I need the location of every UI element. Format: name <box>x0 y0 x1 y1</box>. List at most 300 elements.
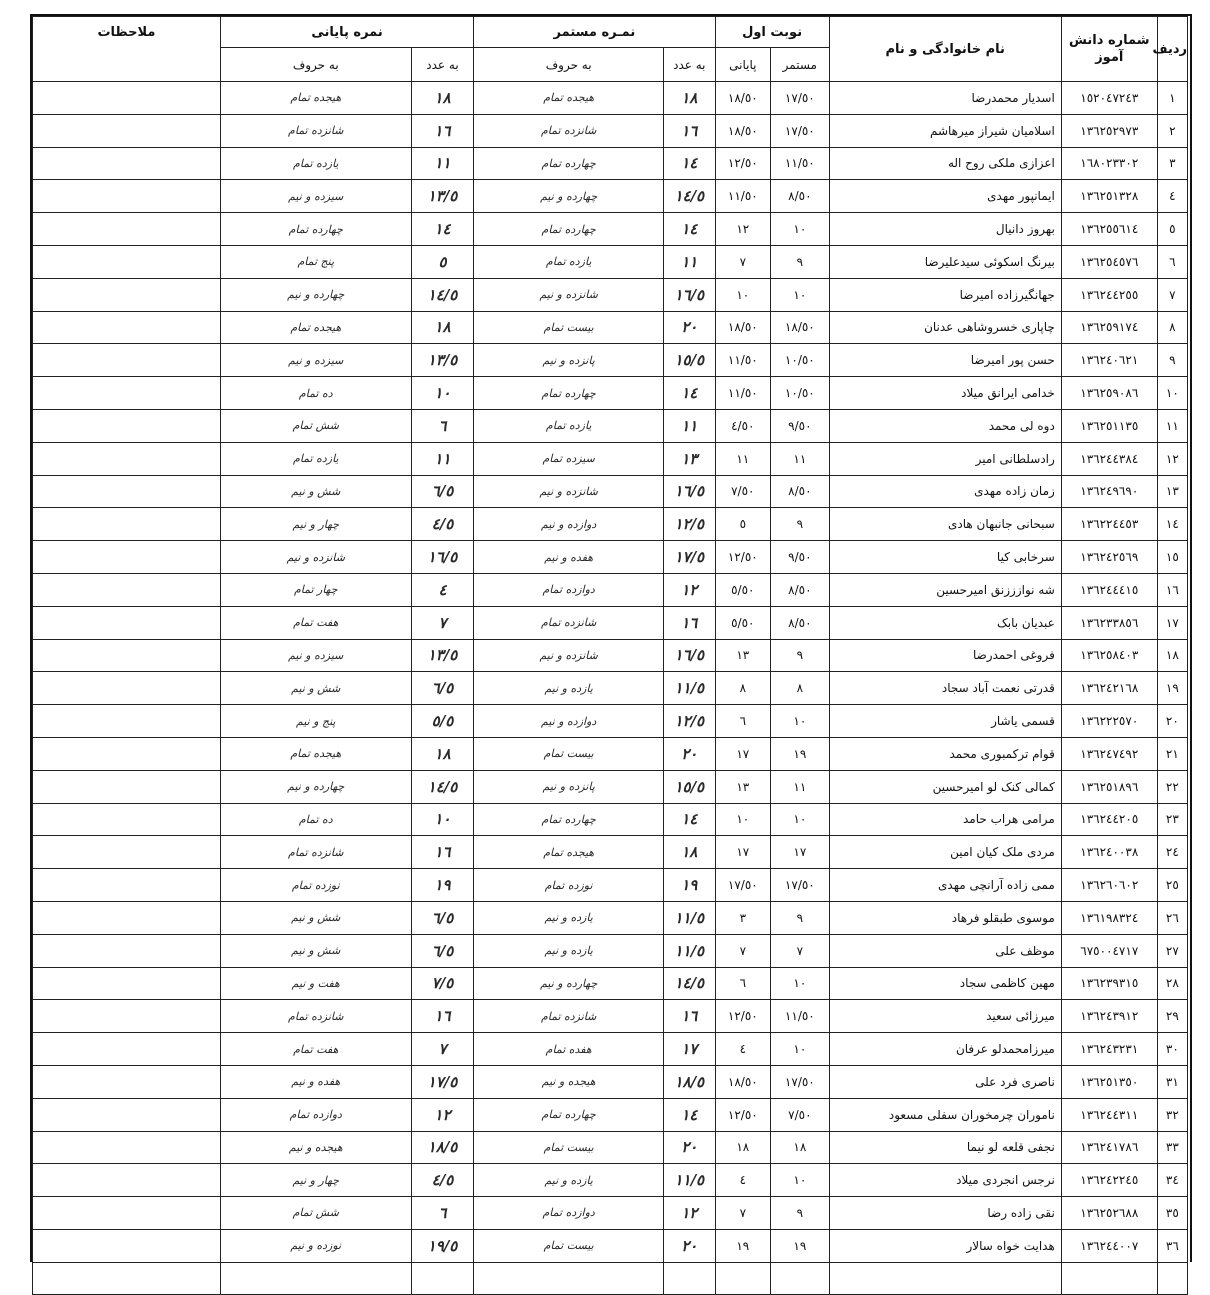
continuous-grade-number: ١٦ <box>664 606 715 639</box>
final-grade-number: ١٤ <box>411 213 474 246</box>
final-grade-words: شش و نیم <box>220 475 411 508</box>
first-term-final: ٥/٥٠ <box>715 573 771 606</box>
notes-cell <box>33 967 221 1000</box>
student-id: ١٣٦٢٤٤٠٠٧ <box>1061 1229 1157 1262</box>
table-row <box>33 770 1188 803</box>
empty-cell <box>33 1262 221 1294</box>
continuous-grade-words: هفده و نیم <box>474 541 664 574</box>
row-number: ٢٧ <box>1157 934 1187 967</box>
row-number: ٢٣ <box>1157 803 1187 836</box>
first-term-final: ٤ <box>715 1033 771 1066</box>
empty-cell <box>715 1262 771 1294</box>
first-term-final: ١٨/٥٠ <box>715 311 771 344</box>
grade-sheet <box>30 14 1192 1262</box>
continuous-grade-number: ١٦ <box>664 114 715 147</box>
first-term-final: ١٩ <box>715 1229 771 1262</box>
student-name: میرزامحمدلو عرفان <box>829 1033 1061 1066</box>
final-grade-words: شانزده تمام <box>220 114 411 147</box>
table-row <box>33 344 1188 377</box>
first-term-continuous: ٩/٥٠ <box>771 409 830 442</box>
row-number: ٢٠ <box>1157 705 1187 738</box>
first-term-continuous: ١٠ <box>771 967 830 1000</box>
student-id: ١٣٦٢٤٧٤٩٢ <box>1061 737 1157 770</box>
continuous-grade-words: شانزده تمام <box>474 1000 664 1033</box>
first-term-continuous: ١٨ <box>771 1131 830 1164</box>
final-grade-words: نوزده تمام <box>220 869 411 902</box>
continuous-grade-number: ١٦ <box>664 1000 715 1033</box>
final-grade-number: ٦ <box>411 1197 474 1230</box>
table-row <box>33 672 1188 705</box>
row-number: ١٠ <box>1157 377 1187 410</box>
student-id: ١٣٦٢٤٣٢٣١ <box>1061 1033 1157 1066</box>
table-row <box>33 1065 1188 1098</box>
final-grade-number: ٤/٥ <box>411 508 474 541</box>
student-id: ١٣٦٢٤١٧٨٦ <box>1061 1131 1157 1164</box>
notes-cell <box>33 803 221 836</box>
final-grade-words: یازده تمام <box>220 442 411 475</box>
final-grade-number: ١٠ <box>411 803 474 836</box>
first-term-continuous: ١١ <box>771 770 830 803</box>
continuous-grade-number: ١٦/٥ <box>664 475 715 508</box>
notes-cell <box>33 442 221 475</box>
notes-cell <box>33 1098 221 1131</box>
first-term-continuous: ١٠ <box>771 705 830 738</box>
notes-cell <box>33 1164 221 1197</box>
continuous-grade-number: ١٤ <box>664 147 715 180</box>
notes-cell <box>33 377 221 410</box>
student-name: حسن پور امیرضا <box>829 344 1061 377</box>
student-name: مردی ملک کیان امین <box>829 836 1061 869</box>
continuous-grade-words: دوازده تمام <box>474 573 664 606</box>
student-id: ١٣٦٢٤٤٢٠٥ <box>1061 803 1157 836</box>
continuous-grade-number: ١١/٥ <box>664 672 715 705</box>
student-name: رادسلطانی امیر <box>829 442 1061 475</box>
first-term-final: ٤ <box>715 1164 771 1197</box>
student-name: اسدیار محمدرضا <box>829 82 1061 115</box>
student-name: قوام ترکمبوری محمد <box>829 737 1061 770</box>
final-grade-number: ٥ <box>411 245 474 278</box>
continuous-grade-number: ١٩ <box>664 869 715 902</box>
first-term-final: ١٠ <box>715 803 771 836</box>
row-number: ٣٠ <box>1157 1033 1187 1066</box>
final-grade-number: ١٩ <box>411 869 474 902</box>
final-grade-number: ١٤/٥ <box>411 278 474 311</box>
table-row <box>33 409 1188 442</box>
header-name: نام خانوادگی و نام <box>829 17 1061 82</box>
student-name: موظف علی <box>829 934 1061 967</box>
row-number: ١٧ <box>1157 606 1187 639</box>
first-term-continuous: ١١ <box>771 442 830 475</box>
first-term-continuous: ١٧/٥٠ <box>771 1065 830 1098</box>
final-grade-words: هفت تمام <box>220 606 411 639</box>
table-row <box>33 967 1188 1000</box>
row-number: ١٩ <box>1157 672 1187 705</box>
final-grade-number: ٥/٥ <box>411 705 474 738</box>
first-term-final: ١٧/٥٠ <box>715 869 771 902</box>
empty-cell <box>664 1262 715 1294</box>
table-row <box>33 1131 1188 1164</box>
final-grade-words: چهارده و نیم <box>220 278 411 311</box>
continuous-grade-words: چهارده و نیم <box>474 180 664 213</box>
continuous-grade-number: ١١/٥ <box>664 1164 715 1197</box>
notes-cell <box>33 311 221 344</box>
continuous-grade-words: هیجده تمام <box>474 82 664 115</box>
student-name: جهانگیرزاده امیرضا <box>829 278 1061 311</box>
continuous-grade-words: دوازده و نیم <box>474 508 664 541</box>
student-id: ١٣٦٢٥١١٣٥ <box>1061 409 1157 442</box>
table-row <box>33 737 1188 770</box>
final-grade-words: دوازده تمام <box>220 1098 411 1131</box>
first-term-continuous: ٨/٥٠ <box>771 475 830 508</box>
table-row <box>33 82 1188 115</box>
final-grade-number: ١١ <box>411 442 474 475</box>
first-term-final: ٦ <box>715 705 771 738</box>
row-number: ١٤ <box>1157 508 1187 541</box>
student-id: ١٣٦٢٤٤٣١١ <box>1061 1098 1157 1131</box>
student-id: ١٣٦٢٥٨٤٠٣ <box>1061 639 1157 672</box>
table-row <box>33 213 1188 246</box>
first-term-continuous: ٨/٥٠ <box>771 606 830 639</box>
continuous-grade-words: بیست تمام <box>474 737 664 770</box>
first-term-continuous: ٧/٥٠ <box>771 1098 830 1131</box>
table-row <box>33 606 1188 639</box>
continuous-grade-number: ١٣ <box>664 442 715 475</box>
student-name: ناصری فرد علی <box>829 1065 1061 1098</box>
final-grade-words: هفت تمام <box>220 1033 411 1066</box>
continuous-grade-words: یازده تمام <box>474 245 664 278</box>
continuous-grade-number: ١٤ <box>664 803 715 836</box>
final-grade-words: شش تمام <box>220 409 411 442</box>
row-number: ١٨ <box>1157 639 1187 672</box>
continuous-grade-words: سیزده تمام <box>474 442 664 475</box>
notes-cell <box>33 672 221 705</box>
final-grade-words: شش و نیم <box>220 672 411 705</box>
student-id: ٦٧٥٠٠٤٧١٧ <box>1061 934 1157 967</box>
table-row <box>33 442 1188 475</box>
table-row <box>33 377 1188 410</box>
row-number: ٣١ <box>1157 1065 1187 1098</box>
final-grade-words: سیزده و نیم <box>220 639 411 672</box>
student-name: اسلامیان شیراز میرهاشم <box>829 114 1061 147</box>
first-term-continuous: ٨/٥٠ <box>771 180 830 213</box>
final-grade-words: شش و نیم <box>220 901 411 934</box>
table-row <box>33 573 1188 606</box>
student-id: ١٣٦٢٥٤٥٧٦ <box>1061 245 1157 278</box>
first-term-final: ٨ <box>715 672 771 705</box>
final-grade-words: چهار و نیم <box>220 1164 411 1197</box>
header-first-term-continuous: مستمر <box>771 48 830 82</box>
continuous-grade-number: ١٥/٥ <box>664 344 715 377</box>
final-grade-number: ١٧/٥ <box>411 1065 474 1098</box>
first-term-final: ١٢/٥٠ <box>715 147 771 180</box>
first-term-final: ٥/٥٠ <box>715 606 771 639</box>
first-term-continuous: ١٠/٥٠ <box>771 377 830 410</box>
student-name: اعزازی ملکی روح اله <box>829 147 1061 180</box>
notes-cell <box>33 147 221 180</box>
final-grade-number: ١٣/٥ <box>411 344 474 377</box>
final-grade-words: سیزده و نیم <box>220 180 411 213</box>
notes-cell <box>33 1131 221 1164</box>
continuous-grade-number: ١٤ <box>664 377 715 410</box>
student-name: هدایت خواه سالار <box>829 1229 1061 1262</box>
first-term-continuous: ٩/٥٠ <box>771 541 830 574</box>
header-first-term: نوبت اول <box>715 17 829 48</box>
row-number: ١٢ <box>1157 442 1187 475</box>
final-grade-number: ٧ <box>411 1033 474 1066</box>
first-term-continuous: ١٩ <box>771 737 830 770</box>
row-number: ٤ <box>1157 180 1187 213</box>
student-id: ١٣٦٢٤٠٠٣٨ <box>1061 836 1157 869</box>
student-name: چاپاری خسروشاهی عدنان <box>829 311 1061 344</box>
final-grade-words: چهارده و نیم <box>220 770 411 803</box>
first-term-continuous: ٧ <box>771 934 830 967</box>
student-name: بیرنگ اسکوئی سیدعلیرضا <box>829 245 1061 278</box>
continuous-grade-words: چهارده تمام <box>474 803 664 836</box>
first-term-final: ١٨/٥٠ <box>715 82 771 115</box>
notes-cell <box>33 869 221 902</box>
table-row <box>33 1000 1188 1033</box>
final-grade-number: ١٠ <box>411 377 474 410</box>
table-row <box>33 147 1188 180</box>
first-term-final: ٧/٥٠ <box>715 475 771 508</box>
final-grade-number: ٦/٥ <box>411 672 474 705</box>
first-term-final: ٧ <box>715 245 771 278</box>
final-grade-words: شانزده تمام <box>220 836 411 869</box>
first-term-final: ٥ <box>715 508 771 541</box>
row-number: ٢٩ <box>1157 1000 1187 1033</box>
student-name: خدامی ایرانق میلاد <box>829 377 1061 410</box>
final-grade-number: ١٣/٥ <box>411 639 474 672</box>
empty-row <box>33 1262 1188 1294</box>
continuous-grade-words: هیجده تمام <box>474 836 664 869</box>
row-number: ٣٤ <box>1157 1164 1187 1197</box>
final-grade-number: ٤ <box>411 573 474 606</box>
empty-cell <box>1157 1262 1187 1294</box>
row-number: ١٣ <box>1157 475 1187 508</box>
notes-cell <box>33 344 221 377</box>
continuous-grade-number: ١١ <box>664 409 715 442</box>
final-grade-number: ٦/٥ <box>411 901 474 934</box>
empty-cell <box>829 1262 1061 1294</box>
row-number: ٣٥ <box>1157 1197 1187 1230</box>
table-row <box>33 869 1188 902</box>
student-name: دوه لی محمد <box>829 409 1061 442</box>
table-row <box>33 1033 1188 1066</box>
empty-cell <box>474 1262 664 1294</box>
continuous-grade-number: ١١/٥ <box>664 934 715 967</box>
student-name: بهروز دانیال <box>829 213 1061 246</box>
student-name: نجفی قلعه لو نیما <box>829 1131 1061 1164</box>
first-term-continuous: ١٩ <box>771 1229 830 1262</box>
first-term-continuous: ٩ <box>771 1197 830 1230</box>
table-row <box>33 541 1188 574</box>
row-number: ٣ <box>1157 147 1187 180</box>
first-term-final: ١٨/٥٠ <box>715 1065 771 1098</box>
continuous-grade-words: نوزده تمام <box>474 869 664 902</box>
first-term-continuous: ١٠ <box>771 1164 830 1197</box>
continuous-grade-number: ٢٠ <box>664 1229 715 1262</box>
continuous-grade-number: ١٨/٥ <box>664 1065 715 1098</box>
notes-cell <box>33 409 221 442</box>
continuous-grade-words: هیجده و نیم <box>474 1065 664 1098</box>
row-number: ٩ <box>1157 344 1187 377</box>
final-grade-words: پنج تمام <box>220 245 411 278</box>
final-grade-number: ١٤/٥ <box>411 770 474 803</box>
notes-cell <box>33 1229 221 1262</box>
continuous-grade-number: ٢٠ <box>664 737 715 770</box>
continuous-grade-words: هفده تمام <box>474 1033 664 1066</box>
row-number: ١٦ <box>1157 573 1187 606</box>
final-grade-number: ١٩/٥ <box>411 1229 474 1262</box>
final-grade-number: ٦/٥ <box>411 934 474 967</box>
final-grade-number: ١٦/٥ <box>411 541 474 574</box>
first-term-final: ١٣ <box>715 770 771 803</box>
first-term-continuous: ١٠ <box>771 278 830 311</box>
continuous-grade-number: ١١/٥ <box>664 901 715 934</box>
continuous-grade-number: ١٧ <box>664 1033 715 1066</box>
continuous-grade-number: ١١ <box>664 245 715 278</box>
row-number: ٣٣ <box>1157 1131 1187 1164</box>
first-term-final: ١١ <box>715 442 771 475</box>
first-term-final: ١٨ <box>715 1131 771 1164</box>
notes-cell <box>33 639 221 672</box>
continuous-grade-words: دوازده و نیم <box>474 705 664 738</box>
continuous-grade-number: ١٤ <box>664 1098 715 1131</box>
row-number: ٢٢ <box>1157 770 1187 803</box>
student-id: ١٦٨٠٢٣٣٠٢ <box>1061 147 1157 180</box>
notes-cell <box>33 934 221 967</box>
table-row <box>33 1098 1188 1131</box>
student-id: ١٣٦٢٤٢١٦٨ <box>1061 672 1157 705</box>
student-id: ١٣٦٢٤٣٩١٢ <box>1061 1000 1157 1033</box>
continuous-grade-words: پانزده و نیم <box>474 770 664 803</box>
first-term-continuous: ٩ <box>771 901 830 934</box>
first-term-final: ١٠ <box>715 278 771 311</box>
first-term-continuous: ٨ <box>771 672 830 705</box>
table-row <box>33 1164 1188 1197</box>
notes-cell <box>33 245 221 278</box>
first-term-continuous: ٩ <box>771 508 830 541</box>
notes-cell <box>33 213 221 246</box>
continuous-grade-words: بیست تمام <box>474 1131 664 1164</box>
final-grade-words: شانزده و نیم <box>220 541 411 574</box>
header-first-term-final: پایانی <box>715 48 771 82</box>
first-term-final: ٧ <box>715 1197 771 1230</box>
continuous-grade-number: ١٢ <box>664 1197 715 1230</box>
row-number: ١ <box>1157 82 1187 115</box>
first-term-continuous: ٩ <box>771 639 830 672</box>
notes-cell <box>33 606 221 639</box>
first-term-final: ١١/٥٠ <box>715 377 771 410</box>
student-name: سرخابی کیا <box>829 541 1061 574</box>
notes-cell <box>33 770 221 803</box>
student-id: ١٣٦٢٤٤٤١٥ <box>1061 573 1157 606</box>
table-row <box>33 180 1188 213</box>
continuous-grade-words: بیست تمام <box>474 1229 664 1262</box>
student-name: ممی زاده آرانچی مهدی <box>829 869 1061 902</box>
first-term-continuous: ١٧/٥٠ <box>771 82 830 115</box>
table-row <box>33 836 1188 869</box>
continuous-grade-number: ١٤ <box>664 213 715 246</box>
table-row <box>33 311 1188 344</box>
continuous-grade-number: ١٢/٥ <box>664 508 715 541</box>
continuous-grade-number: ١٨ <box>664 836 715 869</box>
continuous-grade-number: ١٦/٥ <box>664 639 715 672</box>
first-term-final: ١٧ <box>715 836 771 869</box>
first-term-continuous: ١٠ <box>771 213 830 246</box>
final-grade-words: شش و نیم <box>220 934 411 967</box>
final-grade-words: سیزده و نیم <box>220 344 411 377</box>
continuous-grade-words: چهارده تمام <box>474 213 664 246</box>
notes-cell <box>33 901 221 934</box>
student-name: ناموران چرمخوران سفلی مسعود <box>829 1098 1061 1131</box>
row-number: ٦ <box>1157 245 1187 278</box>
final-grade-words: چهار تمام <box>220 573 411 606</box>
first-term-final: ٤/٥٠ <box>715 409 771 442</box>
continuous-grade-words: چهارده و نیم <box>474 967 664 1000</box>
final-grade-number: ١١ <box>411 147 474 180</box>
final-grade-words: چهار و نیم <box>220 508 411 541</box>
continuous-grade-words: یازده و نیم <box>474 934 664 967</box>
header-continuous-number: به عدد <box>664 48 715 82</box>
notes-cell <box>33 1033 221 1066</box>
final-grade-words: ده تمام <box>220 377 411 410</box>
notes-cell <box>33 836 221 869</box>
table-row <box>33 639 1188 672</box>
continuous-grade-words: دوازده تمام <box>474 1197 664 1230</box>
student-id: ١٣٦٢٤٤٣٨٤ <box>1061 442 1157 475</box>
student-id: ١٣٦٢٥١٣٢٨ <box>1061 180 1157 213</box>
first-term-continuous: ١١/٥٠ <box>771 1000 830 1033</box>
student-id: ١٣٦٢٤٢٥٦٩ <box>1061 541 1157 574</box>
student-id: ١٣٦٢٥٢٦٨٨ <box>1061 1197 1157 1230</box>
notes-cell <box>33 475 221 508</box>
row-number: ٢ <box>1157 114 1187 147</box>
table-row <box>33 508 1188 541</box>
final-grade-words: هفده و نیم <box>220 1065 411 1098</box>
notes-cell <box>33 541 221 574</box>
first-term-continuous: ١٧/٥٠ <box>771 114 830 147</box>
final-grade-words: شش تمام <box>220 1197 411 1230</box>
final-grade-number: ٧ <box>411 606 474 639</box>
row-number: ٥ <box>1157 213 1187 246</box>
first-term-final: ١٢ <box>715 213 771 246</box>
first-term-continuous: ١٠/٥٠ <box>771 344 830 377</box>
student-name: نرجس انجردی میلاد <box>829 1164 1061 1197</box>
notes-cell <box>33 82 221 115</box>
first-term-continuous: ١٨/٥٠ <box>771 311 830 344</box>
final-grade-words: هیجده تمام <box>220 82 411 115</box>
table-row <box>33 1197 1188 1230</box>
continuous-grade-words: یازده و نیم <box>474 1164 664 1197</box>
student-id: ١٣٦٢٤٤٢٥٥ <box>1061 278 1157 311</box>
continuous-grade-words: یازده و نیم <box>474 672 664 705</box>
row-number: ٢١ <box>1157 737 1187 770</box>
student-id: ١٣٦٢٢٤٤٥٣ <box>1061 508 1157 541</box>
continuous-grade-number: ٢٠ <box>664 311 715 344</box>
student-name: میرزائی سعید <box>829 1000 1061 1033</box>
header-continuous-grade: نمـره مستمر <box>474 17 715 48</box>
notes-cell <box>33 1000 221 1033</box>
first-term-final: ١٣ <box>715 639 771 672</box>
student-id: ١٣٦٢٣٣٨٥٦ <box>1061 606 1157 639</box>
empty-cell <box>220 1262 411 1294</box>
final-grade-words: هیجده و نیم <box>220 1131 411 1164</box>
header-final-grade: نمره پایانی <box>220 17 473 48</box>
notes-cell <box>33 1197 221 1230</box>
table-row <box>33 934 1188 967</box>
notes-cell <box>33 1065 221 1098</box>
